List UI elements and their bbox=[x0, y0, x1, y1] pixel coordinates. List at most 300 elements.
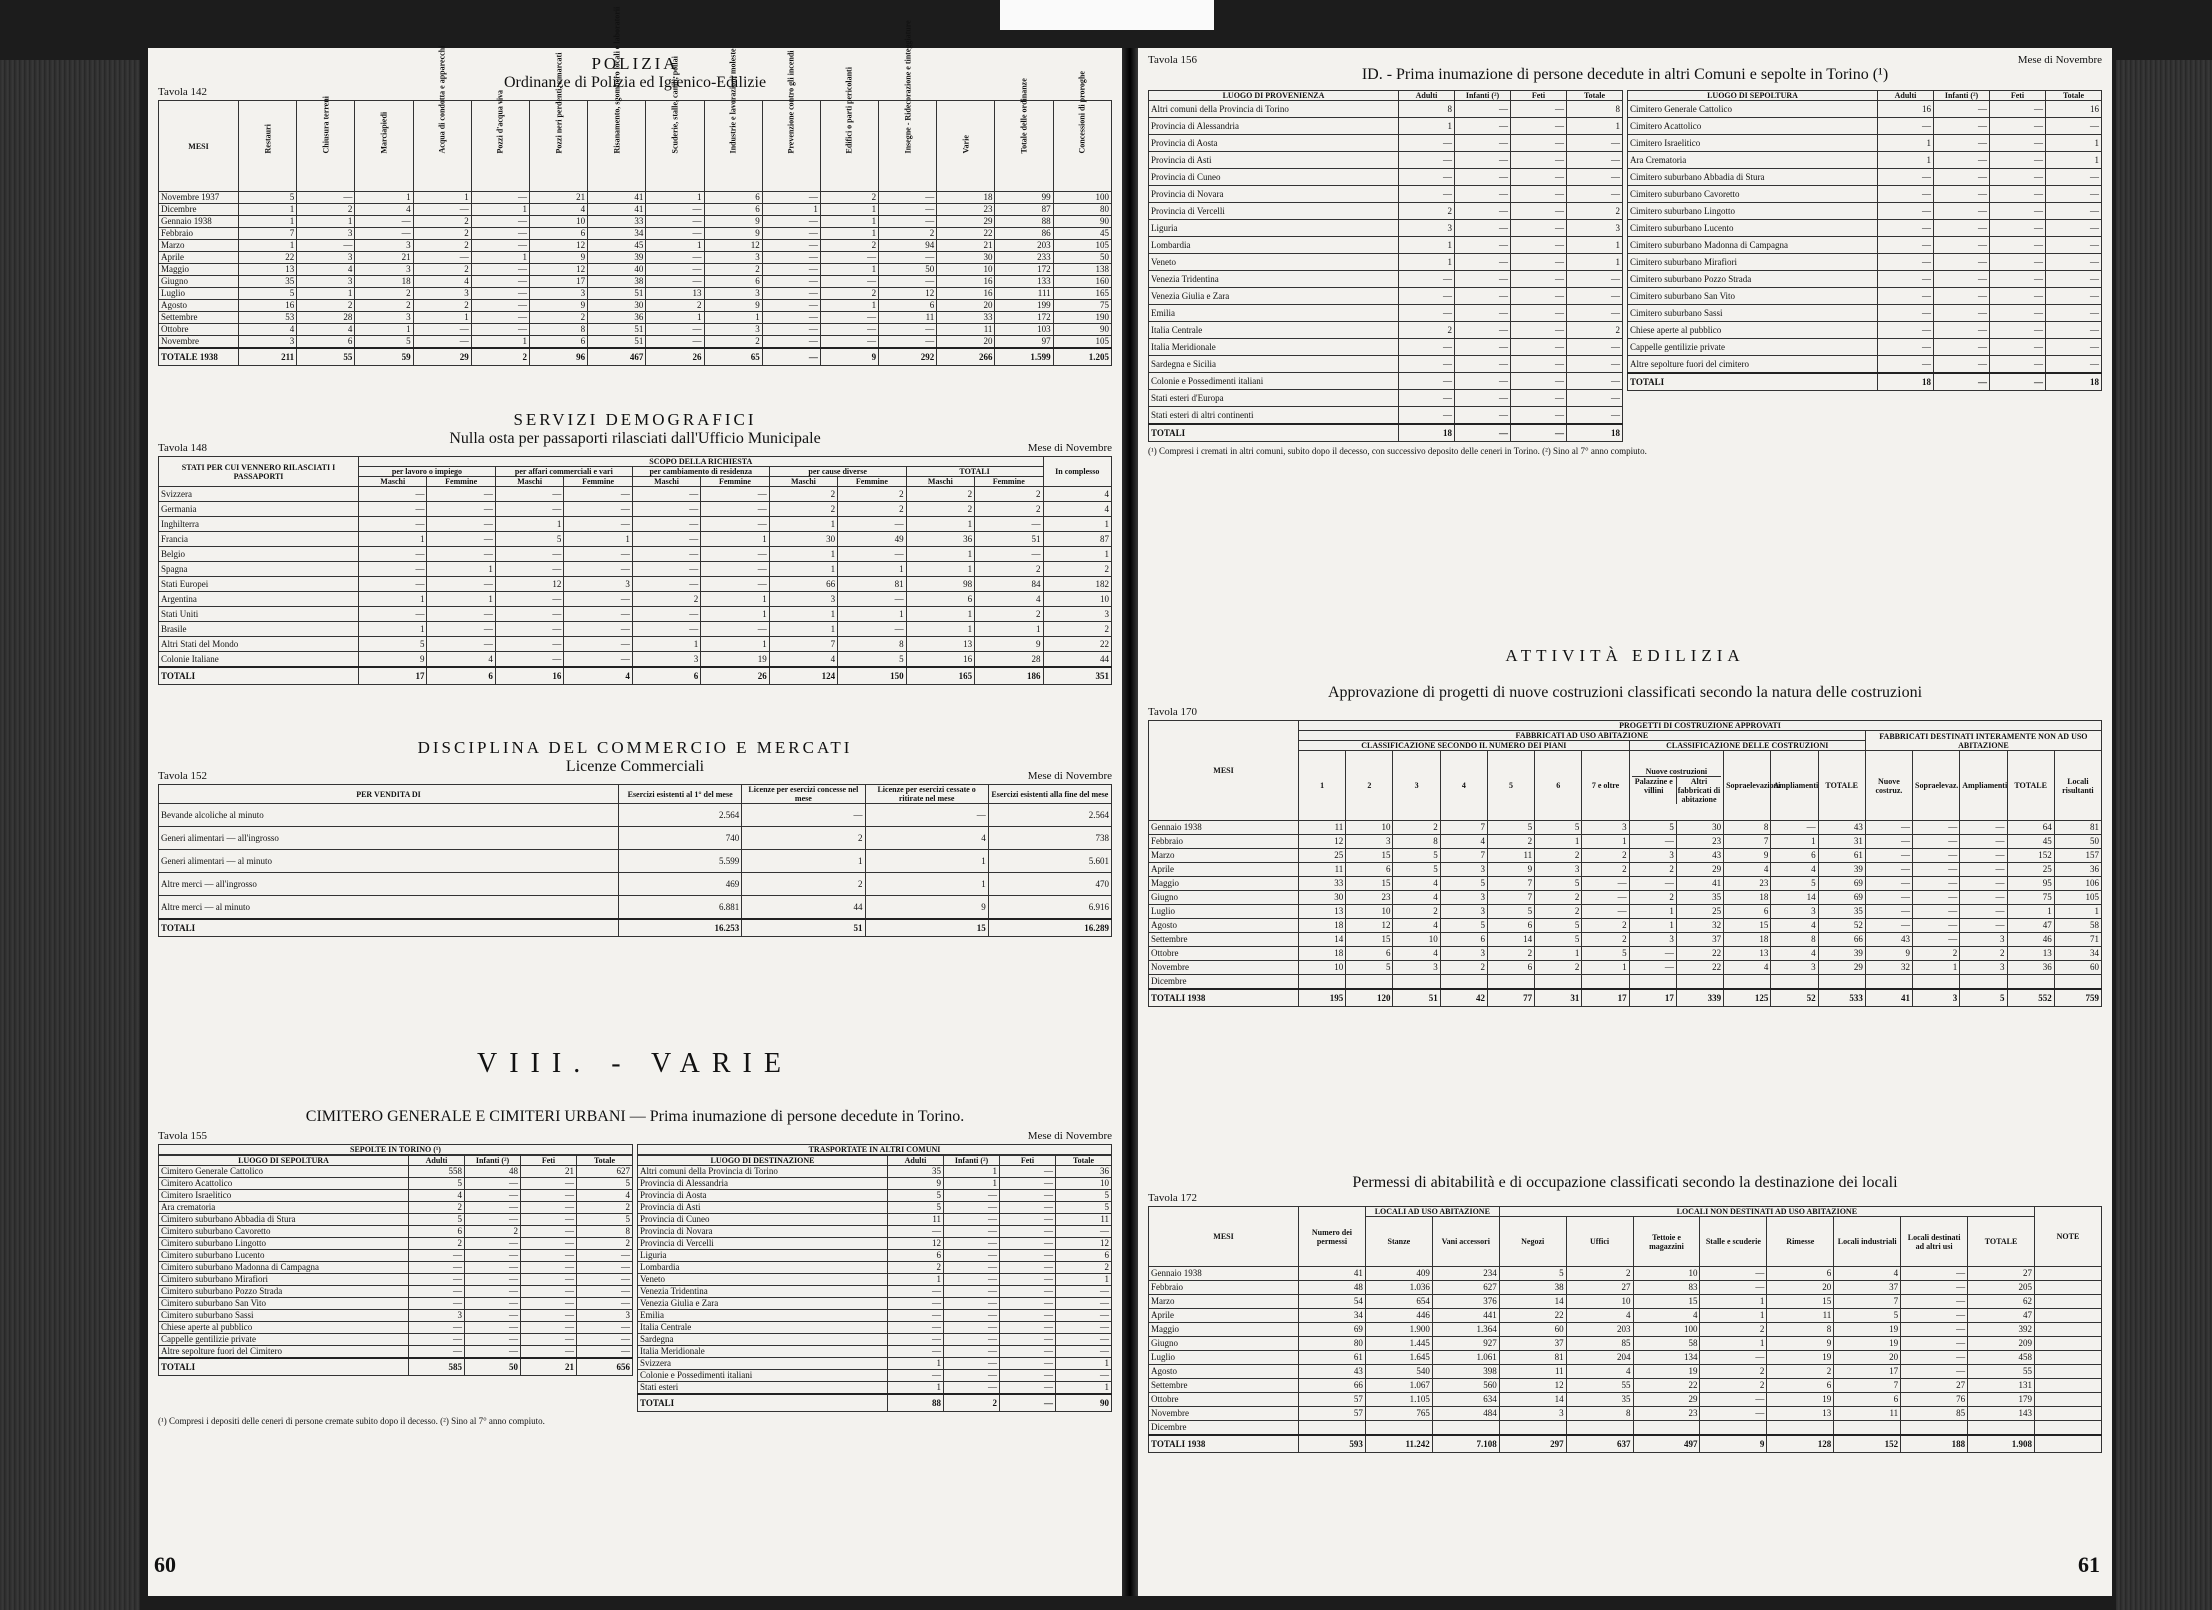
cell: 8 bbox=[577, 1226, 633, 1238]
cell: — bbox=[1455, 135, 1511, 152]
cell bbox=[1499, 1421, 1566, 1436]
cell: 2 bbox=[1567, 203, 1623, 220]
cell: 2 bbox=[1629, 891, 1676, 905]
complesso-header: In complesso bbox=[1043, 457, 1111, 487]
column-header: Infanti (²) bbox=[465, 1156, 521, 1166]
cell: 1 bbox=[769, 607, 837, 622]
cell: — bbox=[701, 487, 769, 502]
cell: 540 bbox=[1365, 1365, 1432, 1379]
cell: — bbox=[632, 547, 700, 562]
cell: 15 bbox=[1724, 919, 1771, 933]
cell: 14 bbox=[1487, 933, 1534, 947]
cell: 1 bbox=[1700, 1295, 1767, 1309]
row-label: Aprile bbox=[159, 252, 239, 264]
cell: — bbox=[1567, 339, 1623, 356]
cell: 11 bbox=[1834, 1407, 1901, 1421]
cell: 484 bbox=[1432, 1407, 1499, 1421]
cell: 23 bbox=[1724, 877, 1771, 891]
cell: — bbox=[1629, 947, 1676, 961]
cell: 18 bbox=[2046, 373, 2102, 391]
cell: — bbox=[1934, 237, 1990, 254]
cell: 9 bbox=[1487, 863, 1534, 877]
cell: — bbox=[1056, 1346, 1112, 1358]
total-row bbox=[1149, 989, 2102, 1007]
cell: 2 bbox=[1535, 905, 1582, 919]
cell: — bbox=[1934, 152, 1990, 169]
cell: — bbox=[1901, 1295, 1968, 1309]
cell: — bbox=[413, 336, 471, 349]
row-label: Inghilterra bbox=[159, 517, 359, 532]
group-header: TOTALI bbox=[906, 467, 1043, 477]
cell: 4 bbox=[1043, 502, 1111, 517]
stati-header: STATI PER CUI VENNERO RILASCIATI I PASSAPORTI bbox=[159, 457, 359, 487]
column-header: Infanti (²) bbox=[1455, 91, 1511, 101]
column-header: Insegne - Ridecorazione e tinteggiature bbox=[879, 101, 937, 192]
cell: — bbox=[944, 1226, 1000, 1238]
column-header: LUOGO DI SEPOLTURA bbox=[159, 1156, 409, 1166]
cell: — bbox=[1056, 1310, 1112, 1322]
cell: — bbox=[1990, 101, 2046, 118]
cell: 3 bbox=[1440, 863, 1487, 877]
table-row bbox=[638, 1274, 1112, 1286]
cell: 30 bbox=[769, 532, 837, 547]
cell: 97 bbox=[995, 336, 1053, 349]
cell: — bbox=[888, 1310, 944, 1322]
cell bbox=[1440, 975, 1487, 990]
column-header: 6 bbox=[1535, 751, 1582, 821]
cell: — bbox=[1700, 1351, 1767, 1365]
cell: — bbox=[888, 1322, 944, 1334]
cell: 35 bbox=[1818, 905, 1865, 919]
cimitero-right-group bbox=[637, 1144, 1112, 1155]
cell: 6 bbox=[1771, 849, 1818, 863]
column-header: Industrie e lavorazioni moleste bbox=[704, 101, 762, 192]
table-row bbox=[159, 300, 1112, 312]
cell: — bbox=[1455, 339, 1511, 356]
column-header: LUOGO DI DESTINAZIONE bbox=[638, 1156, 888, 1166]
cell: — bbox=[409, 1298, 465, 1310]
table-row bbox=[1149, 891, 2102, 905]
cell: 4 bbox=[1771, 947, 1818, 961]
row-label: Dicembre bbox=[159, 204, 239, 216]
cell: 376 bbox=[1432, 1295, 1499, 1309]
cell: — bbox=[1865, 849, 1912, 863]
cell: — bbox=[646, 216, 704, 228]
cell: — bbox=[1567, 373, 1623, 390]
cell: — bbox=[1455, 203, 1511, 220]
table-row bbox=[1149, 1281, 2102, 1295]
cell: 5 bbox=[1056, 1202, 1112, 1214]
cell: 12 bbox=[888, 1238, 944, 1250]
cell: — bbox=[465, 1322, 521, 1334]
cell: 150 bbox=[838, 667, 906, 685]
cell: — bbox=[297, 192, 355, 204]
cell: 12 bbox=[879, 288, 937, 300]
table-row bbox=[1149, 1407, 2102, 1421]
table-row bbox=[1149, 152, 1623, 169]
cell: 1 bbox=[239, 240, 297, 252]
cell: 84 bbox=[975, 577, 1043, 592]
cell bbox=[2034, 1379, 2101, 1393]
cell: 27 bbox=[1901, 1379, 1968, 1393]
cell: 740 bbox=[619, 827, 742, 850]
cimitero-tavola: Tavola 155 bbox=[158, 1130, 208, 1142]
cell: — bbox=[427, 577, 495, 592]
cell: — bbox=[495, 487, 563, 502]
cell: 5 bbox=[1535, 877, 1582, 891]
cell: 11 bbox=[879, 312, 937, 324]
cell: — bbox=[521, 1238, 577, 1250]
cell: 8 bbox=[1771, 933, 1818, 947]
row-label: Cimitero Generale Cattolico bbox=[1628, 101, 1878, 118]
cell: 5 bbox=[1535, 933, 1582, 947]
cell: — bbox=[944, 1250, 1000, 1262]
cell: — bbox=[1878, 186, 1934, 203]
cell: — bbox=[1934, 322, 1990, 339]
cell: 36 bbox=[2054, 863, 2101, 877]
inumazione-title: ID. - Prima inumazione di persone decedute in altri Comuni e sepolte in Torino (¹) bbox=[1361, 66, 1889, 83]
row-label: Cimitero suburbano Abbadia di Stura bbox=[1628, 169, 1878, 186]
cell: 634 bbox=[1432, 1393, 1499, 1407]
cell: 5 bbox=[1393, 849, 1440, 863]
row-label: Giugno bbox=[159, 276, 239, 288]
row-label: Provincia di Novara bbox=[638, 1226, 888, 1238]
cell: — bbox=[701, 577, 769, 592]
cell: 18 bbox=[1724, 891, 1771, 905]
cell: 2 bbox=[820, 240, 878, 252]
table-row bbox=[159, 1322, 633, 1334]
table-row bbox=[159, 1250, 633, 1262]
cell: — bbox=[564, 547, 632, 562]
cell: — bbox=[1399, 186, 1455, 203]
cell: 4 bbox=[1393, 919, 1440, 933]
cell: — bbox=[521, 1322, 577, 1334]
cell: 9 bbox=[1767, 1337, 1834, 1351]
cell: 637 bbox=[1566, 1435, 1633, 1453]
cell: 1 bbox=[1567, 118, 1623, 135]
row-label: Svizzera bbox=[638, 1358, 888, 1370]
cell: 8 bbox=[1724, 821, 1771, 835]
femmine-header: Femmine bbox=[564, 477, 632, 487]
cell: — bbox=[1511, 339, 1567, 356]
cell: — bbox=[1455, 101, 1511, 118]
column-header: Edifici o parti pericolanti bbox=[820, 101, 878, 192]
cell: — bbox=[1455, 322, 1511, 339]
row-label: Cappelle gentilizie private bbox=[159, 1334, 409, 1346]
cell bbox=[1393, 975, 1440, 990]
cell: — bbox=[465, 1310, 521, 1322]
cell: — bbox=[564, 562, 632, 577]
table-body bbox=[1149, 101, 1623, 442]
cell: 6 bbox=[906, 592, 974, 607]
cell: 20 bbox=[937, 336, 995, 349]
cell: 4 bbox=[1393, 877, 1440, 891]
cell: 13 bbox=[906, 637, 974, 652]
cell: 5 bbox=[1440, 919, 1487, 933]
table-row bbox=[1149, 947, 2102, 961]
cell: 1 bbox=[762, 204, 820, 216]
cell: — bbox=[1056, 1334, 1112, 1346]
abit-permessi-header: Numero dei permessi bbox=[1299, 1207, 1366, 1267]
column-header: Licenze per esercizi cessate o ritirate nel mese bbox=[865, 785, 988, 804]
cell: — bbox=[297, 240, 355, 252]
cell: — bbox=[1399, 339, 1455, 356]
table-row bbox=[638, 1238, 1112, 1250]
cell: — bbox=[1934, 220, 1990, 237]
cell: — bbox=[1000, 1298, 1056, 1310]
cell: 203 bbox=[995, 240, 1053, 252]
cell: 16 bbox=[906, 652, 974, 668]
cell: 3 bbox=[1399, 220, 1455, 237]
cell: 21 bbox=[521, 1166, 577, 1178]
cell: — bbox=[465, 1274, 521, 1286]
row-label: Ottobre bbox=[159, 324, 239, 336]
table-row bbox=[159, 312, 1112, 324]
cell: — bbox=[888, 1370, 944, 1382]
cell: — bbox=[1934, 101, 1990, 118]
cell: 593 bbox=[1299, 1435, 1366, 1453]
cell: 7 bbox=[1440, 821, 1487, 835]
cell: — bbox=[409, 1250, 465, 1262]
inumazione-footnote: (¹) Compresi i cremati in altri comuni, subito dopo il decesso, con successivo deposito delle ceneri in Torino. (²) Sino al 7° anno compiuto. bbox=[1148, 446, 1647, 456]
cell: 11 bbox=[1487, 849, 1534, 863]
table-row bbox=[1628, 305, 2102, 322]
cell: — bbox=[1582, 877, 1629, 891]
cell: 138 bbox=[1053, 264, 1111, 276]
cell: — bbox=[944, 1310, 1000, 1322]
cell: 3 bbox=[355, 240, 413, 252]
table-row bbox=[159, 577, 1112, 592]
cell: — bbox=[409, 1286, 465, 1298]
row-label: Provincia di Aosta bbox=[1149, 135, 1399, 152]
cell: — bbox=[1455, 254, 1511, 271]
cell: 1 bbox=[906, 562, 974, 577]
cell: 927 bbox=[1432, 1337, 1499, 1351]
table-row bbox=[1149, 961, 2102, 975]
column-header: Pozzi neri perdenti, e marcati bbox=[529, 101, 587, 192]
column-header: Stalle e scuderie bbox=[1700, 1217, 1767, 1267]
abitabilita-table bbox=[1148, 1206, 2102, 1453]
row-label: Italia Centrale bbox=[1149, 322, 1399, 339]
cell: 66 bbox=[769, 577, 837, 592]
cell: 9 bbox=[975, 637, 1043, 652]
cell: 143 bbox=[1968, 1407, 2035, 1421]
cell: 14 bbox=[1771, 891, 1818, 905]
cell: — bbox=[1399, 169, 1455, 186]
cell: 3 bbox=[632, 652, 700, 668]
cell: 35 bbox=[1566, 1393, 1633, 1407]
cell: — bbox=[762, 228, 820, 240]
cell: — bbox=[762, 312, 820, 324]
row-label: Ottobre bbox=[1149, 947, 1299, 961]
abit-mesi-header: MESI bbox=[1149, 1207, 1299, 1267]
cell: 5 bbox=[409, 1214, 465, 1226]
total-row bbox=[1149, 1435, 2102, 1453]
cell: — bbox=[1000, 1214, 1056, 1226]
cell: 1.364 bbox=[1432, 1323, 1499, 1337]
cell: — bbox=[944, 1214, 1000, 1226]
cell: 51 bbox=[1393, 989, 1440, 1007]
cell: 51 bbox=[975, 532, 1043, 547]
column-header: 7 e oltre bbox=[1582, 751, 1629, 821]
column-header: Infanti (²) bbox=[944, 1156, 1000, 1166]
cell: — bbox=[944, 1382, 1000, 1395]
servizi-table bbox=[158, 456, 1112, 685]
cell: — bbox=[1455, 407, 1511, 425]
row-label: Novembre bbox=[159, 336, 239, 349]
cell: — bbox=[646, 264, 704, 276]
cell: 4 bbox=[1043, 487, 1111, 502]
cell: 5 bbox=[1499, 1267, 1566, 1281]
cell: — bbox=[1511, 220, 1567, 237]
cell: 172 bbox=[995, 264, 1053, 276]
cell: — bbox=[1455, 271, 1511, 288]
cell: 5 bbox=[1629, 821, 1676, 835]
cell: 1 bbox=[742, 850, 865, 873]
cell: 1 bbox=[820, 204, 878, 216]
cell: 4 bbox=[355, 204, 413, 216]
cell: 51 bbox=[588, 336, 646, 349]
table-row bbox=[638, 1370, 1112, 1382]
cell: 9 bbox=[359, 652, 427, 668]
cell: 467 bbox=[588, 348, 646, 366]
cell: — bbox=[465, 1298, 521, 1310]
cell: 1 bbox=[413, 192, 471, 204]
cell: 37 bbox=[1676, 933, 1723, 947]
cell: — bbox=[1000, 1346, 1056, 1358]
cell: 1.205 bbox=[1053, 348, 1111, 366]
cell: — bbox=[1511, 322, 1567, 339]
cell: — bbox=[1878, 254, 1934, 271]
cell: — bbox=[762, 348, 820, 366]
cell: 1 bbox=[1567, 237, 1623, 254]
cell: 6 bbox=[1487, 919, 1534, 933]
cell: 81 bbox=[1499, 1351, 1566, 1365]
cell: 52 bbox=[1818, 919, 1865, 933]
cell: 10 bbox=[1566, 1295, 1633, 1309]
cell: — bbox=[1511, 101, 1567, 118]
cell: — bbox=[427, 547, 495, 562]
cell: 65 bbox=[704, 348, 762, 366]
cell: — bbox=[1960, 905, 2007, 919]
column-header: LUOGO DI SEPOLTURA bbox=[1628, 91, 1878, 101]
cell: 9 bbox=[1865, 947, 1912, 961]
cell: 1 bbox=[355, 324, 413, 336]
cell: — bbox=[1511, 271, 1567, 288]
cell: 5 bbox=[1834, 1309, 1901, 1323]
cell: — bbox=[2046, 186, 2102, 203]
cell: 15 bbox=[1346, 877, 1393, 891]
cell: — bbox=[564, 487, 632, 502]
cell: 33 bbox=[1299, 877, 1346, 891]
table-row bbox=[1149, 821, 2102, 835]
cell: 5 bbox=[239, 288, 297, 300]
cell: 3 bbox=[1440, 891, 1487, 905]
cell: — bbox=[944, 1370, 1000, 1382]
cell: — bbox=[1511, 237, 1567, 254]
cell: 106 bbox=[2054, 877, 2101, 891]
row-label: Generi alimentari — all'ingrosso bbox=[159, 827, 619, 850]
cell: 40 bbox=[588, 264, 646, 276]
row-label: Luglio bbox=[1149, 905, 1299, 919]
cell: — bbox=[521, 1262, 577, 1274]
cell: 1 bbox=[359, 622, 427, 637]
edilizia-section-title: ATTIVITÀ EDILIZIA bbox=[1505, 646, 1745, 665]
cell: 18 bbox=[355, 276, 413, 288]
cell: 1 bbox=[704, 312, 762, 324]
table-row bbox=[159, 562, 1112, 577]
cell: — bbox=[1455, 118, 1511, 135]
cell: 1 bbox=[427, 562, 495, 577]
row-label: Gennaio 1938 bbox=[1149, 1267, 1299, 1281]
cell: 44 bbox=[1043, 652, 1111, 668]
column-header: Adulti bbox=[1399, 91, 1455, 101]
header-row bbox=[159, 1156, 633, 1166]
cell: 39 bbox=[1818, 863, 1865, 877]
maschi-header: Maschi bbox=[632, 477, 700, 487]
table-row bbox=[1628, 135, 2102, 152]
cell bbox=[2034, 1435, 2101, 1453]
cell: 2 bbox=[1582, 933, 1629, 947]
column-header: Locali destinati ad altri usi bbox=[1901, 1217, 1968, 1267]
cell: — bbox=[2046, 169, 2102, 186]
abit-note-header: NOTE bbox=[2034, 1207, 2101, 1267]
cell: 4 bbox=[1393, 947, 1440, 961]
table-row bbox=[1149, 254, 1623, 271]
row-label: Provincia di Alessandria bbox=[1149, 118, 1399, 135]
cell: 66 bbox=[1818, 933, 1865, 947]
cell: 30 bbox=[1676, 821, 1723, 835]
cell: — bbox=[762, 288, 820, 300]
table-row bbox=[159, 652, 1112, 668]
cell: — bbox=[1913, 905, 1960, 919]
cell bbox=[2007, 975, 2054, 990]
total-row bbox=[159, 348, 1112, 366]
cell: — bbox=[1990, 220, 2046, 237]
row-label: Marzo bbox=[1149, 849, 1299, 863]
cell: — bbox=[632, 577, 700, 592]
cell: 22 bbox=[1633, 1379, 1700, 1393]
row-label: Belgio bbox=[159, 547, 359, 562]
cell: — bbox=[1913, 849, 1960, 863]
cell: — bbox=[465, 1178, 521, 1190]
cell: 1 bbox=[239, 216, 297, 228]
cell: — bbox=[1000, 1262, 1056, 1274]
cell: — bbox=[471, 228, 529, 240]
cell: — bbox=[1960, 821, 2007, 835]
cell: 6.916 bbox=[988, 896, 1111, 920]
cell bbox=[1299, 975, 1346, 990]
cell: 558 bbox=[409, 1166, 465, 1178]
table-row bbox=[638, 1262, 1112, 1274]
cell: — bbox=[646, 228, 704, 240]
row-label: Provincia di Alessandria bbox=[638, 1178, 888, 1190]
row-label: Svizzera bbox=[159, 487, 359, 502]
cell: 5 bbox=[1440, 877, 1487, 891]
cell: 211 bbox=[239, 348, 297, 366]
cell: 41 bbox=[1676, 877, 1723, 891]
row-label: Lombardia bbox=[1149, 237, 1399, 254]
row-label: Veneto bbox=[638, 1274, 888, 1286]
cell: 1 bbox=[297, 216, 355, 228]
cell: — bbox=[1567, 271, 1623, 288]
cell: 3 bbox=[564, 577, 632, 592]
cell: — bbox=[1455, 186, 1511, 203]
inumazione-left-table bbox=[1148, 90, 1623, 442]
cell: — bbox=[564, 637, 632, 652]
cell: — bbox=[838, 592, 906, 607]
cell: — bbox=[820, 336, 878, 349]
